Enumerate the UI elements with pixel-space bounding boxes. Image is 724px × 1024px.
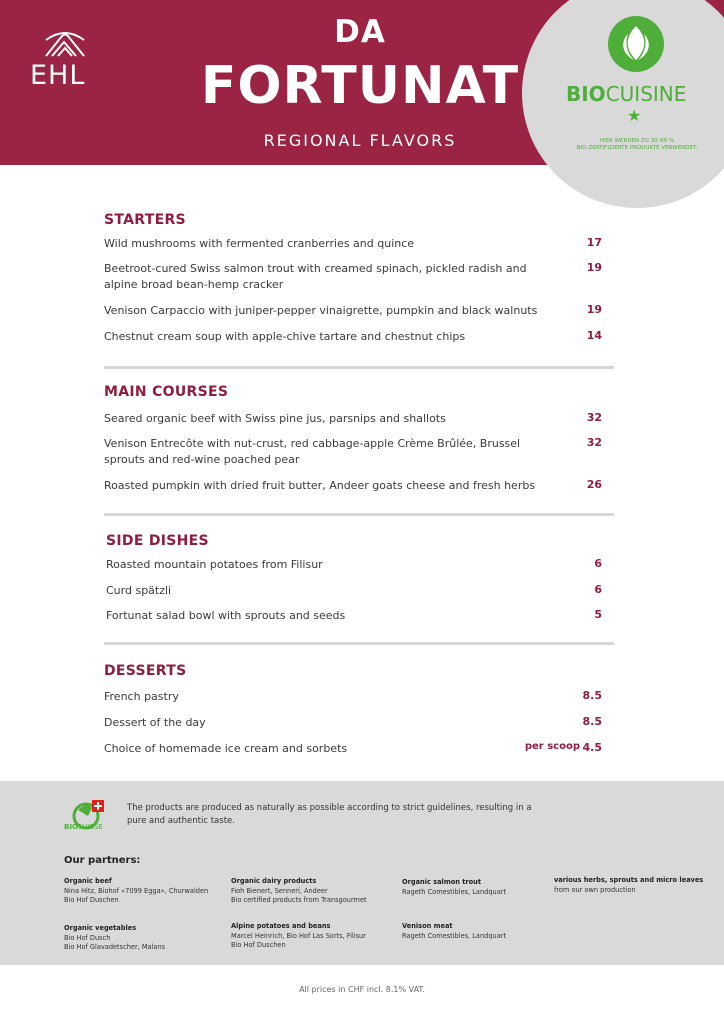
menu-item-name: French pastry [104, 690, 179, 703]
menu-item-name: Roasted pumpkin with dried fruit butter, Andeer goats cheese and fresh herbs [104, 479, 536, 492]
menu-item-price: 6 [594, 557, 602, 570]
section-divider [104, 513, 614, 516]
menu-item-price: 32 [586, 436, 602, 449]
partner-line: Bio Hof Duschen [64, 896, 119, 904]
partner-entry [231, 877, 367, 906]
bio-suisse-label-regular: SUISSE [77, 823, 103, 831]
menu-item-name: Dessert of the day [104, 716, 206, 729]
ehl-mark-icon [42, 30, 88, 58]
partner-category: Organic dairy products [231, 877, 317, 885]
partner-category: Organic beef [64, 877, 112, 885]
restaurant-title-prefix: DA [334, 14, 386, 50]
star-icon: ★ [627, 106, 642, 125]
bio-cuisine-title-regular: CUISINE [605, 82, 687, 106]
bio-cuisine-note [562, 138, 712, 152]
menu-item-name: Venison Carpaccio with juniper-pepper vinaigrette, pumpkin and black walnuts [104, 304, 538, 317]
menu-item-price: 26 [586, 478, 602, 491]
partner-line: Bio Hof Duschen [231, 941, 286, 949]
menu-item-price: 8.5 [582, 689, 602, 702]
menu-item-price: 5 [594, 608, 602, 621]
menu-item-name: Curd spätzli [106, 584, 172, 597]
section-title: SIDE DISHES [106, 533, 209, 549]
menu-item-price: 4.5 [582, 741, 602, 754]
bio-suisse-label [64, 823, 103, 831]
section-divider [104, 366, 614, 369]
partners-title: Our partners: [64, 855, 141, 866]
section-title: STARTERS [104, 212, 186, 228]
vat-note: All prices in CHF incl. 8.1% VAT. [299, 985, 425, 994]
bio-note-line-1: HIER WERDEN ZU 30–60 % [599, 138, 675, 144]
bio-cuisine-title [566, 82, 686, 106]
partner-line: Rageth Comestibles, Landquart [402, 887, 507, 896]
bio-note-line-2: BIO-ZERTIFIZIERTE PRODUKTE VERWENDET. [576, 145, 698, 151]
partner-entry [554, 876, 703, 895]
menu-item-name: Beetroot-cured Swiss salmon trout with creamed spinach, pickled radish and alpine broad bean-hemp cracker [104, 262, 527, 291]
partner-category: Organic vegetables [64, 924, 137, 932]
partner-line: Bio Hof Glavadetscher, Malans [64, 943, 166, 951]
section-starters [104, 212, 614, 343]
partner-line: Bio Hof Dusch [64, 933, 111, 942]
menu-item-price: 6 [594, 583, 602, 596]
menu-item-price: 14 [586, 329, 602, 342]
section-title: DESSERTS [104, 663, 187, 679]
partner-entry [402, 922, 506, 941]
partner-category: various herbs, sprouts and micro leaves [554, 876, 704, 884]
partner-entry [64, 877, 208, 906]
partner-line: Nina Hitz, Biohof «7099 Egga», Churwalden [64, 886, 209, 895]
ehl-logo-text: EHL [30, 60, 86, 91]
menu-item-name: Venison Entrecôte with nut-crust, red cabbage-apple Crème Brûlée, Brussel sprouts and red-wine poached pear [104, 437, 521, 466]
bio-suisse-label-bold: BIO [64, 823, 78, 831]
menu-item-name: Fortunat salad bowl with sprouts and seeds [106, 609, 346, 622]
menu-item-price: 32 [586, 411, 602, 424]
partners-panel [0, 781, 724, 965]
ehl-logo [30, 30, 110, 91]
section-main-courses [104, 384, 614, 492]
leaf-icon [608, 16, 664, 72]
partner-entry [231, 922, 366, 951]
section-divider [104, 642, 614, 645]
restaurant-subtitle: REGIONAL FLAVORS [263, 131, 457, 150]
menu-item-name: Seared organic beef with Swiss pine jus, parsnips and shallots [104, 412, 446, 425]
partner-line: from our own production [554, 885, 636, 894]
partner-category: Organic salmon trout [402, 878, 481, 886]
section-title: MAIN COURSES [104, 384, 229, 400]
menu-item-name: Chestnut cream soup with apple-chive tartare and chestnut chips [104, 330, 466, 343]
partner-category: Venison meat [402, 922, 453, 930]
bio-suisse-logo-icon [62, 798, 112, 838]
menu-item-price: 19 [586, 303, 602, 316]
partner-category: Alpine potatoes and beans [231, 922, 331, 930]
menu-item-price: 19 [586, 261, 602, 274]
section-desserts [104, 663, 614, 755]
menu-item-name: Choice of homemade ice cream and sorbets [104, 742, 348, 755]
bio-cuisine-badge [522, 0, 724, 208]
menu-item-price: 8.5 [582, 715, 602, 728]
sourcing-statement: The products are produced as naturally as possible according to strict guidelines, resulting in a pure and authentic taste. [127, 803, 532, 826]
partner-line: Rageth Comestibles, Landquart [402, 931, 507, 940]
partner-line: Bio certified products from Transgourmet [231, 896, 367, 904]
partner-entry [64, 924, 165, 953]
restaurant-title: FORTUNAT [200, 56, 520, 116]
menu-item-unit: per scoop [524, 741, 580, 752]
partner-line: Marcel Heinrich, Bio Hof Las Sorts, Filisur [231, 931, 366, 940]
menu-item-name: Roasted mountain potatoes from Filisur [106, 558, 323, 571]
menu-item-price: 17 [586, 236, 602, 249]
menu-item-name: Wild mushrooms with fermented cranberries and quince [104, 237, 415, 250]
section-side-dishes [106, 533, 616, 622]
bio-cuisine-title-bold: BIO [566, 82, 606, 106]
partner-line: Fioh Bienert, Sennerí, Andeer [231, 886, 328, 895]
partner-entry [402, 878, 506, 897]
